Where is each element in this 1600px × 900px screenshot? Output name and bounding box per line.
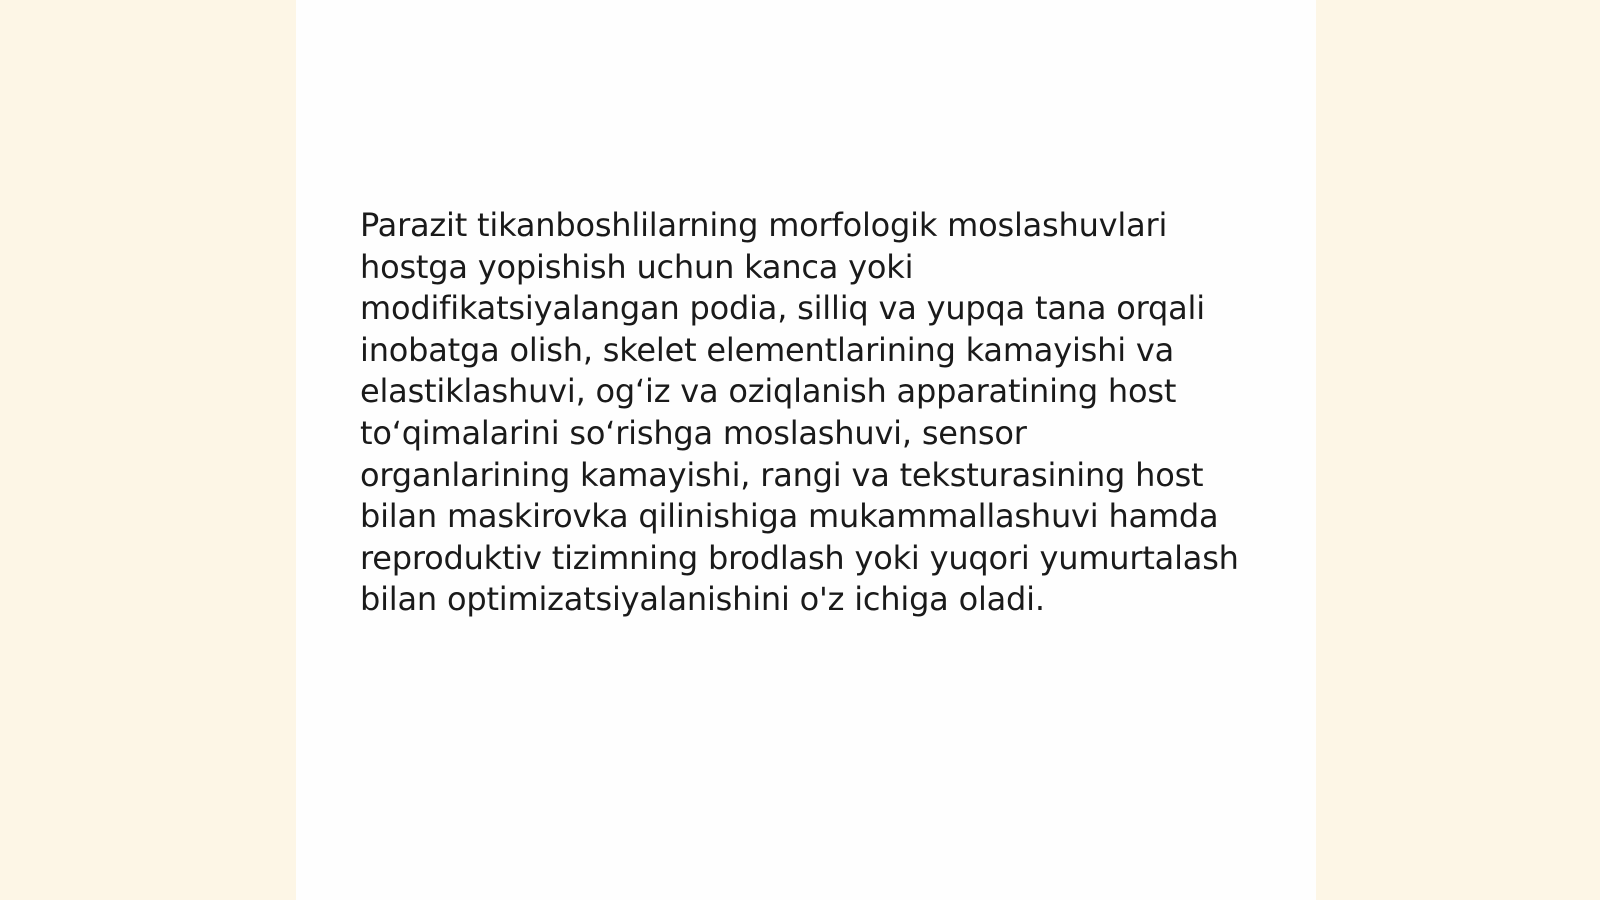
body-paragraph: Parazit tikanboshlilarning morfologik moslashuvlari hostga yopishish uchun kanca yoki modifikatsiyalangan podia, silliq va yupqa tana orqali inobatga olish, skelet elementlarining kamayishi va elastiklashuvi, og‘iz va oziqlanish apparatining host to‘qimalarini so‘rishga moslashuvi, sensor organlarining kamayishi, rangi va teksturasining host bilan maskirovka qilinishiga mukammallashuvi hamda reproduktiv tizimning brodlash yoki yuqori yumurtalash bilan optimizatsiyalanishini o'z ichiga oladi. (360, 206, 1239, 619)
document-page (296, 0, 1316, 900)
